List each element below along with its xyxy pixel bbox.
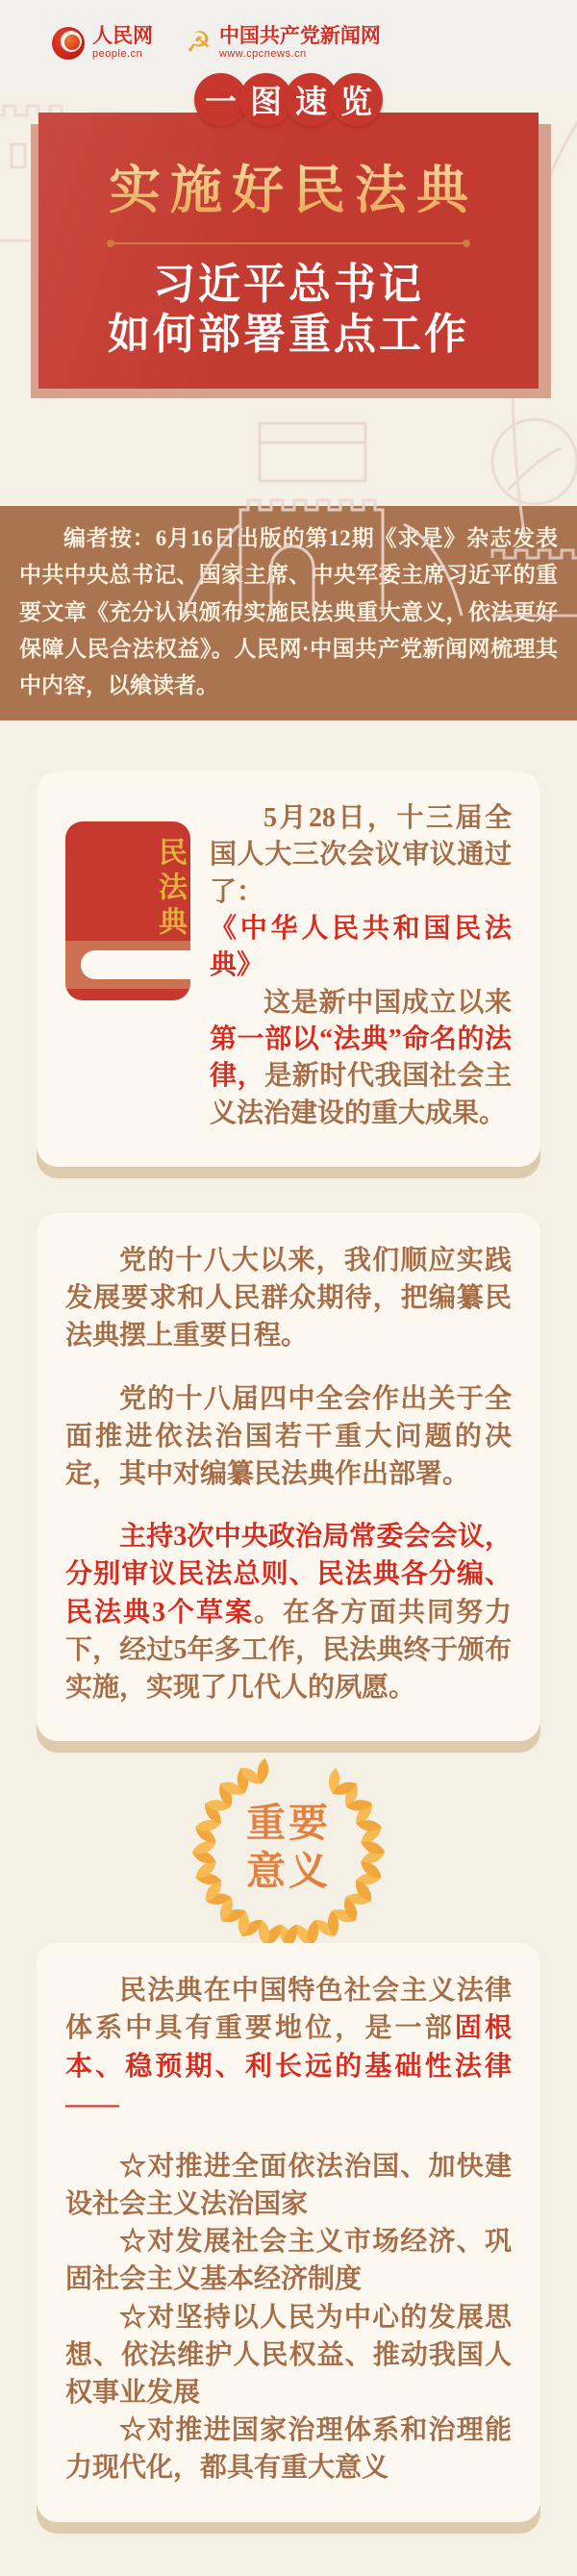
badge-char: 览 bbox=[330, 73, 383, 126]
paragraph bbox=[65, 1242, 512, 1355]
paragraph bbox=[210, 800, 512, 911]
bottom-spacer bbox=[0, 2522, 577, 2576]
text-segment: 固根本、稳预期、利长远的基础性法律—— bbox=[65, 2013, 512, 2119]
text-segment: ☆对推进全面依法治国、加快建设社会主义法治国家 bbox=[65, 2151, 512, 2220]
text-segment: ☆对推进国家治理体系和治理能力现代化，都具有重大意义 bbox=[65, 2415, 512, 2484]
book-page bbox=[81, 950, 190, 979]
paragraph bbox=[65, 2412, 512, 2487]
badge-char: 速 bbox=[285, 73, 338, 126]
quick-view-badge bbox=[0, 73, 577, 126]
paragraph bbox=[65, 2148, 512, 2223]
badge-line1: 重要 bbox=[246, 1801, 331, 1846]
card-civil-code-passed bbox=[37, 771, 540, 1167]
title-banner bbox=[38, 113, 539, 389]
book-spine-label: 民法典 bbox=[154, 836, 186, 941]
cpcnews-logo[interactable] bbox=[186, 26, 381, 60]
people-cn-url: people.cn bbox=[92, 48, 143, 60]
text-segment: 。在各方面共同努力下，经过5年多工作，民法典终于颁布实施，实现了几代人的夙愿。 bbox=[65, 1597, 512, 1703]
paragraph bbox=[65, 2299, 512, 2412]
text-segment: 是新时代我国社会主义法治建设的重大成果。 bbox=[210, 1061, 512, 1128]
badge-char: 图 bbox=[239, 73, 292, 126]
card-drafting-history bbox=[37, 1213, 540, 1741]
people-cn-logo[interactable] bbox=[52, 26, 153, 60]
banner-divider bbox=[111, 242, 466, 244]
text-segment: 民法典在中国特色社会主义法律体系中具有重要地位，是一部 bbox=[65, 1976, 512, 2044]
people-cn-swirl-icon bbox=[52, 27, 85, 60]
people-cn-title: 人民网 bbox=[92, 25, 153, 47]
text-segment: 《中华人民共和国民法典》 bbox=[210, 913, 512, 981]
cpcnews-title: 中国共产党新闻网 bbox=[218, 25, 381, 47]
text-segment: 党的十八届四中全会作出关于全面推进依法治国若干重大问题的决定，其中对编纂民法典作出部署。 bbox=[65, 1383, 512, 1490]
paragraph bbox=[65, 1972, 512, 2123]
section-badge-text bbox=[246, 1799, 331, 1895]
text-segment: 这是新中国成立以来 bbox=[263, 987, 512, 1018]
banner-subtitle-line2: 如何部署重点工作 bbox=[108, 310, 469, 358]
book-pages-band bbox=[65, 941, 190, 989]
cpcnews-url: www.cpcnews.cn bbox=[218, 48, 307, 60]
paragraph bbox=[210, 911, 512, 985]
text-segment: 主持3次中央政治局常委会会议，分别审议民法总则、民法典各分编、民法典3个草案 bbox=[65, 1522, 512, 1628]
banner-panel bbox=[38, 113, 539, 389]
editor-note bbox=[0, 506, 577, 720]
card1-text bbox=[190, 800, 512, 1132]
site-logos bbox=[0, 0, 577, 65]
paragraph bbox=[65, 2223, 512, 2298]
card-significance bbox=[37, 1943, 540, 2521]
banner-subtitle-line1: 习近平总书记 bbox=[153, 261, 424, 308]
badge-char: 一 bbox=[194, 73, 247, 126]
text-segment: 党的十八大以来，我们顺应实践发展要求和人民群众期待，把编纂民法典摆上重要日程。 bbox=[65, 1246, 512, 1351]
civil-code-book-icon bbox=[65, 821, 190, 1000]
text-segment: ☆对坚持以人民为中心的发展思想、依法维护人民权益、推动我国人权事业发展 bbox=[65, 2302, 512, 2409]
text-segment: 第一部以“法典”命名的法律， bbox=[210, 1024, 512, 1092]
banner-title: 实施好民法典 bbox=[48, 149, 529, 223]
section-badge-significance bbox=[168, 1756, 409, 1943]
paragraph bbox=[65, 1518, 512, 1706]
text-segment: ☆对发展社会主义市场经济、巩固社会主义基本经济制度 bbox=[65, 2227, 512, 2295]
badge-line2: 意义 bbox=[246, 1849, 331, 1894]
hammer-sickle-icon: ☭ bbox=[186, 25, 212, 60]
editor-note-text: 编者按：6月16日出版的第12期《求是》杂志发表中共中央总书记、国家主席、中央军委主席习近平的重要文章《充分认识颁布实施民法典重大意义，依法更好保障人民合法权益》。人民网·中国共产党新闻网梳理其中内容，以飨读者。 bbox=[19, 525, 558, 698]
paragraph bbox=[210, 985, 512, 1132]
book-column bbox=[65, 821, 190, 1000]
text-segment: 5月28日，十三届全国人大三次会议审议通过了： bbox=[210, 802, 512, 907]
paragraph bbox=[65, 1380, 512, 1494]
